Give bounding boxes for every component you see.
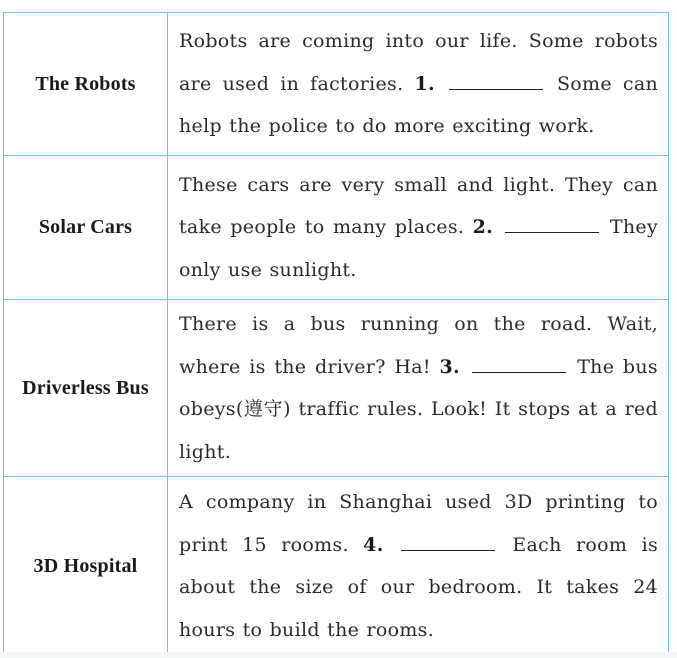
- blank-number: 2.: [472, 216, 494, 239]
- passage-cell: [168, 13, 669, 156]
- passage-text: There is a bus running on the road. Wait, where is the driver? Ha!: [179, 313, 658, 378]
- topic-cell: 3D Hospital: [4, 477, 168, 656]
- passage-cell: [168, 300, 669, 477]
- table-row: [4, 13, 669, 156]
- answer-blank[interactable]: [449, 73, 543, 90]
- passage-text: These cars are very small and light. They can take people to many places.: [179, 173, 658, 239]
- blank-number: 1.: [414, 72, 435, 95]
- passage-cell: [168, 477, 669, 656]
- passage-text: Robots are coming into our life. Some robots are used in factories.: [179, 30, 658, 95]
- passage-text: The bus obeys(遵守) traffic rules. Look! It stops at a red light.: [179, 355, 658, 463]
- page-bottom-edge: [0, 652, 677, 658]
- topic-cell: Solar Cars: [4, 156, 168, 300]
- table-row: [4, 156, 669, 300]
- answer-blank[interactable]: [401, 534, 495, 551]
- topic-cell: The Robots: [4, 13, 168, 156]
- passage-text: They only use sunlight.: [179, 216, 658, 281]
- passage-text: Each room is about the size of our bedroom. It takes 24 hours to build the rooms.: [179, 533, 659, 641]
- reading-table: [3, 12, 669, 656]
- table-row: [4, 300, 669, 477]
- table-row: [4, 477, 669, 656]
- blank-number: 3.: [439, 355, 460, 378]
- blank-number: 4.: [363, 533, 384, 556]
- passage-cell: [168, 156, 669, 300]
- passage-text: Some can help the police to do more exciting work.: [179, 72, 658, 138]
- passage-text: A company in Shanghai used 3D printing to print 15 rooms.: [179, 491, 658, 556]
- answer-blank[interactable]: [472, 356, 566, 373]
- answer-blank[interactable]: [505, 216, 599, 233]
- topic-cell: Driverless Bus: [4, 300, 168, 477]
